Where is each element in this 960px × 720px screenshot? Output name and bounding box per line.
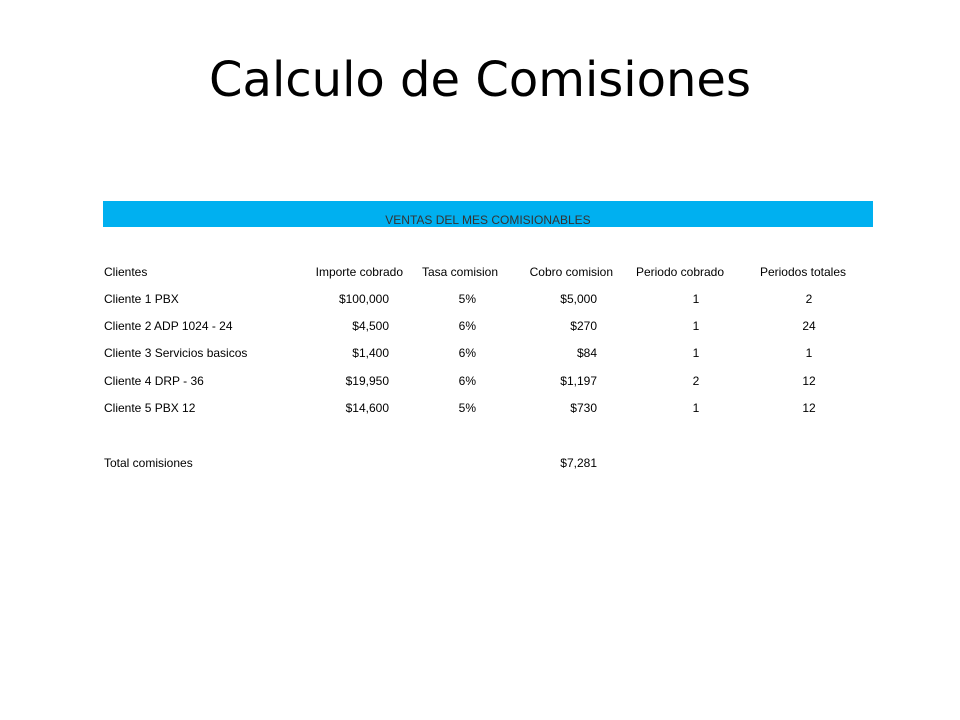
row-1-periodo-cobrado: 1	[692, 292, 700, 306]
row-4-periodo-cobrado: 2	[692, 374, 700, 388]
row-4-cliente: Cliente 4 DRP - 36	[104, 374, 204, 388]
row-1-tasa: 5%	[458, 292, 476, 306]
row-3-periodo-cobrado: 1	[692, 346, 700, 360]
row-2-periodo-cobrado: 1	[692, 319, 700, 333]
header-cobro-comision: Cobro comision	[529, 265, 613, 279]
row-2-tasa: 6%	[458, 319, 476, 333]
row-4-periodos-totales: 12	[802, 374, 816, 388]
row-4-tasa: 6%	[458, 374, 476, 388]
total-value: $7,281	[560, 456, 597, 470]
row-3-tasa: 6%	[458, 346, 476, 360]
row-5-importe: $14,600	[345, 401, 389, 415]
total-label: Total comisiones	[104, 456, 193, 470]
row-2-cliente: Cliente 2 ADP 1024 - 24	[104, 319, 233, 333]
row-2-cobro: $270	[570, 319, 597, 333]
row-3-importe: $1,400	[352, 346, 389, 360]
row-5-periodo-cobrado: 1	[692, 401, 700, 415]
row-1-cliente: Cliente 1 PBX	[104, 292, 179, 306]
header-periodo-cobrado: Periodo cobrado	[635, 265, 725, 279]
row-1-periodos-totales: 2	[805, 292, 813, 306]
row-1-cobro: $5,000	[560, 292, 597, 306]
row-3-periodos-totales: 1	[805, 346, 813, 360]
row-5-cobro: $730	[570, 401, 597, 415]
table-banner	[103, 201, 873, 227]
banner-label: VENTAS DEL MES COMISIONABLES	[385, 213, 591, 227]
row-5-periodos-totales: 12	[802, 401, 816, 415]
row-2-importe: $4,500	[352, 319, 389, 333]
row-4-importe: $19,950	[345, 374, 389, 388]
row-4-cobro: $1,197	[560, 374, 597, 388]
row-1-importe: $100,000	[338, 292, 389, 306]
slide-title: Calculo de Comisiones	[209, 52, 751, 108]
row-2-periodos-totales: 24	[802, 319, 816, 333]
header-clientes: Clientes	[104, 265, 148, 279]
row-5-cliente: Cliente 5 PBX 12	[104, 401, 196, 415]
row-3-cliente: Cliente 3 Servicios basicos	[104, 346, 248, 360]
header-importe-cobrado: Importe cobrado	[315, 265, 403, 279]
header-periodos-totales: Periodos totales	[759, 265, 847, 279]
row-3-cobro: $84	[576, 346, 597, 360]
row-5-tasa: 5%	[458, 401, 476, 415]
header-tasa-comision: Tasa comision	[421, 265, 499, 279]
